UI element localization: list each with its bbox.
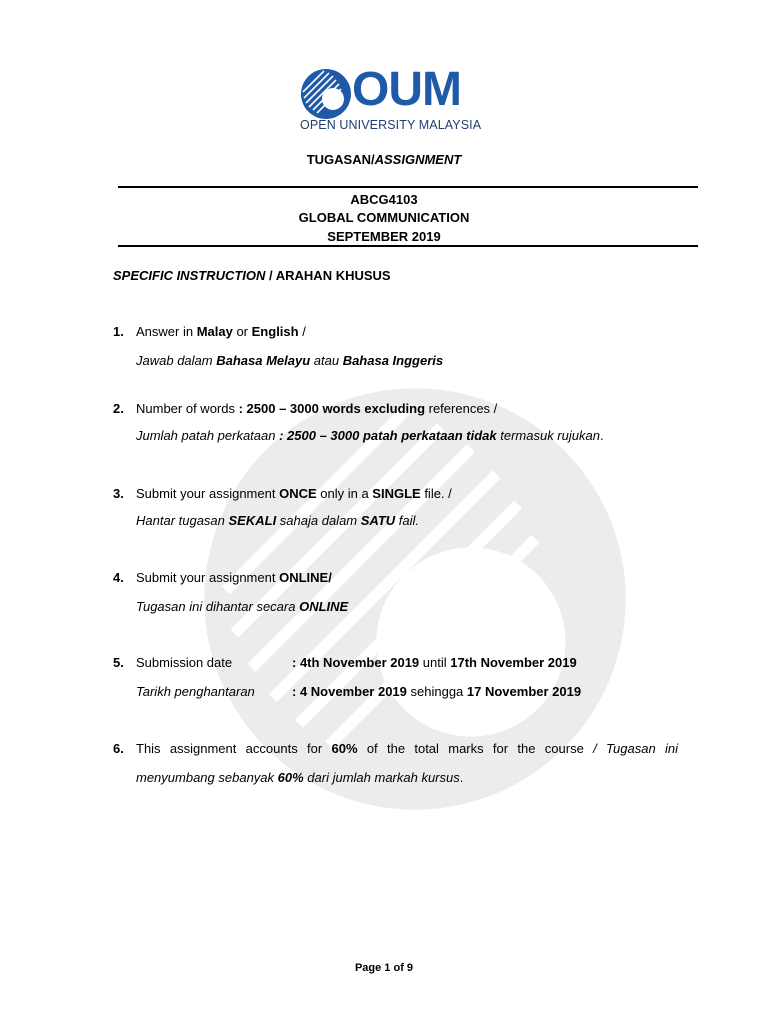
bottom-rule bbox=[118, 245, 698, 247]
assignment-label: TUGASAN/ASSIGNMENT bbox=[306, 152, 462, 167]
oum-logo bbox=[300, 63, 482, 138]
item-6-line-2: menyumbang sebanyak 60% dari jumlah markah kursus. bbox=[136, 770, 464, 785]
logo-wordmark: OUM bbox=[352, 63, 461, 116]
submission-date-value: : 4th November 2019 until 17th November 2019 bbox=[292, 655, 577, 670]
item-number: 1. bbox=[113, 324, 124, 339]
top-rule bbox=[118, 186, 698, 188]
item-number: 6. bbox=[113, 741, 124, 756]
item-4-ms: Tugasan ini dihantar secara ONLINE bbox=[136, 599, 349, 614]
item-3-en: Submit your assignment ONCE only in a SINGLE file. / bbox=[136, 486, 452, 501]
submission-date-label: Submission date bbox=[136, 655, 233, 670]
page-number: Page 1 of 9 bbox=[354, 962, 414, 974]
tarikh-value: : 4 November 2019 sehingga 17 November 2019 bbox=[292, 684, 582, 699]
item-4-en: Submit your assignment ONLINE/ bbox=[136, 570, 332, 585]
item-1-en: Answer in Malay or English / bbox=[136, 324, 306, 339]
item-number: 5. bbox=[113, 655, 124, 670]
item-number: 4. bbox=[113, 570, 124, 585]
item-6-line-1: This assignment accounts for 60% of the total marks for the course / Tugasan ini bbox=[136, 741, 679, 756]
item-number: 2. bbox=[113, 401, 124, 416]
oum-globe-icon bbox=[300, 68, 352, 120]
semester: SEPTEMBER 2019 bbox=[327, 229, 441, 244]
course-name: GLOBAL COMMUNICATION bbox=[298, 210, 470, 225]
item-2-en: Number of words : 2500 – 3000 words excluding references / bbox=[136, 401, 498, 416]
item-1-ms: Jawab dalam Bahasa Melayu atau Bahasa Inggeris bbox=[136, 353, 444, 368]
item-2-ms: Jumlah patah perkataan : 2500 – 3000 patah perkataan tidak termasuk rujukan. bbox=[136, 428, 604, 443]
logo-subtitle: OPEN UNIVERSITY MALAYSIA bbox=[300, 118, 482, 132]
item-3-ms: Hantar tugasan SEKALI sahaja dalam SATU fail. bbox=[136, 513, 420, 528]
item-number: 3. bbox=[113, 486, 124, 501]
tarikh-label: Tarikh penghantaran bbox=[136, 684, 255, 699]
course-code: ABCG4103 bbox=[350, 192, 418, 207]
instruction-heading: SPECIFIC INSTRUCTION / ARAHAN KHUSUS bbox=[113, 268, 391, 283]
